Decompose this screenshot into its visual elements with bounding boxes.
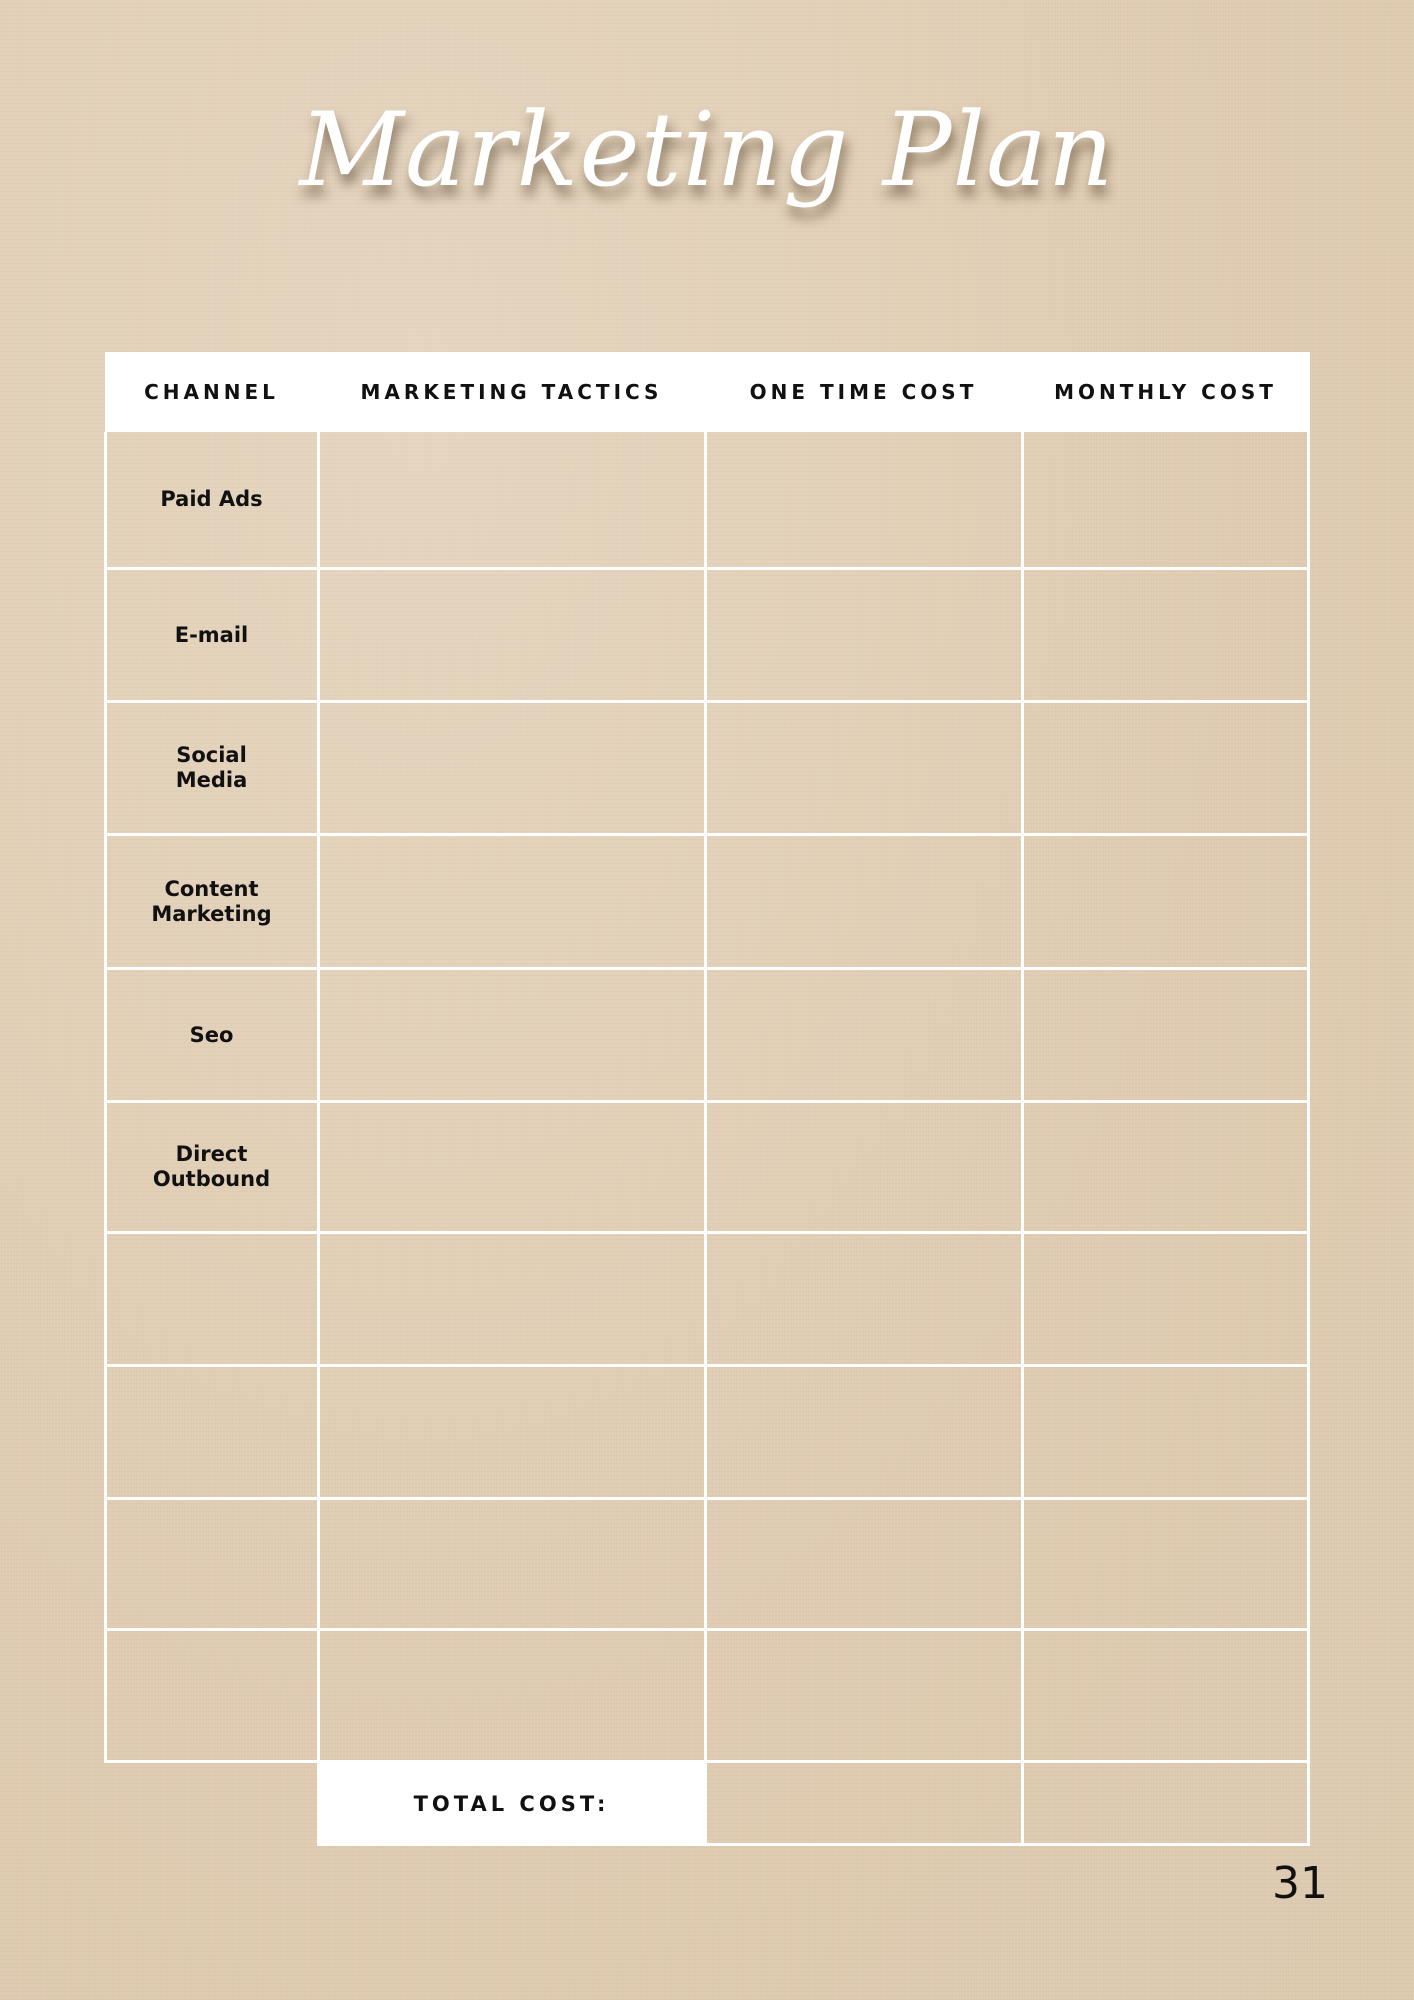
page-number: 31 bbox=[1272, 1858, 1328, 1909]
row-label-social-media: Social Media bbox=[175, 743, 248, 792]
row-label-paid-ads: Paid Ads bbox=[160, 487, 263, 511]
header-one-time-cost: ONE TIME COST bbox=[749, 380, 978, 404]
header-monthly-cost: MONTHLY COST bbox=[1054, 380, 1277, 404]
grid-line bbox=[1307, 352, 1310, 1845]
header-marketing-tactics: MARKETING TACTICS bbox=[360, 380, 663, 404]
grid-line bbox=[704, 432, 707, 1845]
grid-line bbox=[104, 1628, 1310, 1631]
row-label-seo: Seo bbox=[189, 1022, 234, 1047]
grid-line bbox=[1021, 432, 1024, 1845]
grid-line bbox=[104, 1497, 1310, 1500]
total-cost-label: TOTAL COST: bbox=[318, 1762, 705, 1845]
row-label-email: E-mail bbox=[174, 622, 249, 647]
row-label-direct-outbound: Direct Outbound bbox=[152, 1142, 271, 1191]
grid-line bbox=[104, 1231, 1310, 1234]
row-label-content-marketing: Content Marketing bbox=[151, 876, 272, 926]
grid-line bbox=[104, 1364, 1310, 1367]
page-title: Marketing Plan bbox=[299, 91, 1115, 210]
header-channel: CHANNEL bbox=[144, 380, 279, 404]
grid-line bbox=[104, 1760, 1310, 1763]
